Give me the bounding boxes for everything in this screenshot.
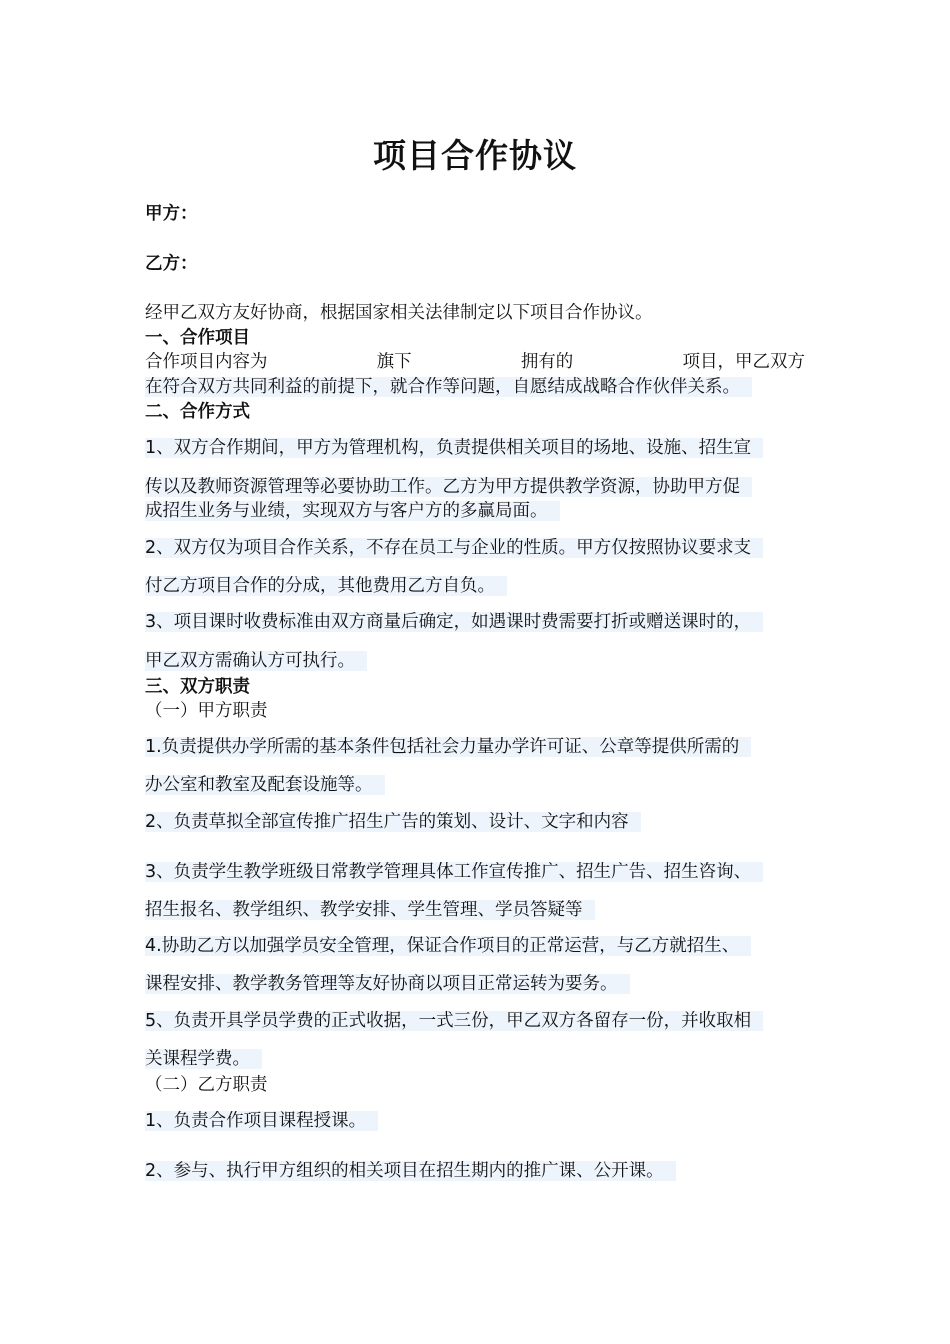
a5-text: 5、负责开具学员学费的正式收据，一式三份，甲乙双方各留存一份，并收取相 <box>145 1011 763 1031</box>
a4-line <box>145 973 630 995</box>
document-title: 项目合作协议 <box>373 136 577 175</box>
party-a-label: 甲方： <box>145 204 198 224</box>
a3-line <box>145 899 595 921</box>
section-1-line-2 <box>145 376 752 398</box>
a1-text: 办公室和教室及配套设施等。 <box>145 775 385 795</box>
section-3-heading: 三、双方职责 <box>145 677 250 697</box>
a5-line <box>145 1010 763 1032</box>
s2-p3-text: 甲乙双方需确认方可执行。 <box>145 651 367 671</box>
subsection-a-heading: （一）甲方职责 <box>145 701 268 721</box>
s2-p3-text: 3、项目课时收费标准由双方商量后确定，如遇课时费需要打折或赠送课时的， <box>145 612 763 632</box>
a2-text: 2、负责草拟全部宣传推广招生广告的策划、设计、文字和内容 <box>145 812 641 832</box>
party-b-label: 乙方： <box>145 254 198 274</box>
subsection-b-heading: （二）乙方职责 <box>145 1075 268 1095</box>
b1-text: 1、负责合作项目课程授课。 <box>145 1111 378 1131</box>
s2-p3-line <box>145 650 367 672</box>
s2-p2-text: 付乙方项目合作的分成，其他费用乙方自负。 <box>145 576 507 596</box>
s1-fragment: 合作项目内容为 <box>145 352 268 372</box>
a1-line <box>145 736 751 758</box>
a3-text: 3、负责学生教学班级日常教学管理具体工作宣传推广、招生广告、招生咨询、 <box>145 862 763 882</box>
s2-p2-line <box>145 537 763 559</box>
a1-line <box>145 774 385 796</box>
a3-text: 招生报名、教学组织、教学安排、学生管理、学员答疑等 <box>145 900 595 920</box>
s1-fragment: 旗下 <box>376 352 412 372</box>
a1-text: 1.负责提供办学所需的基本条件包括社会力量办学许可证、公章等提供所需的 <box>145 737 751 757</box>
b2-line <box>145 1160 676 1182</box>
a4-text: 课程安排、教学教务管理等友好协商以项目正常运转为要务。 <box>145 974 630 994</box>
section-1-heading: 一、合作项目 <box>145 328 250 348</box>
a2-line <box>145 811 641 833</box>
b2-text: 2、参与、执行甲方组织的相关项目在招生期内的推广课、公开课。 <box>145 1161 676 1181</box>
s2-p1-text: 成招生业务与业绩，实现双方与客户方的多赢局面。 <box>145 501 560 521</box>
a3-line <box>145 861 763 883</box>
intro-paragraph: 经甲乙双方友好协商，根据国家相关法律制定以下项目合作协议。 <box>145 303 653 323</box>
s2-p1-text: 传以及教师资源管理等必要协助工作。乙方为甲方提供教学资源，协助甲方促 <box>145 477 752 497</box>
a5-text: 关课程学费。 <box>145 1049 262 1069</box>
a5-line <box>145 1048 262 1070</box>
s2-p2-line <box>145 575 507 597</box>
s2-p1-line <box>145 476 752 498</box>
b1-line <box>145 1110 378 1132</box>
s1-fragment: 拥有的 <box>520 352 574 372</box>
s2-p1-line <box>145 500 560 522</box>
s1-text: 在符合双方共同利益的前提下，就合作等问题，自愿结成战略合作伙伴关系。 <box>145 377 752 397</box>
s2-p2-text: 2、双方仅为项目合作关系，不存在员工与企业的性质。甲方仅按照协议要求支 <box>145 538 763 558</box>
section-2-heading: 二、合作方式 <box>145 402 250 422</box>
a4-line <box>145 935 751 957</box>
s2-p1-line <box>145 437 763 459</box>
section-1-line-1 <box>145 351 805 373</box>
s2-p3-line <box>145 611 763 633</box>
a4-text: 4.协助乙方以加强学员安全管理，保证合作项目的正常运营，与乙方就招生、 <box>145 936 751 956</box>
s1-fragment: 项目，甲乙双方 <box>682 352 805 372</box>
s2-p1-text: 1、双方合作期间，甲方为管理机构，负责提供相关项目的场地、设施、招生宣 <box>145 438 763 458</box>
